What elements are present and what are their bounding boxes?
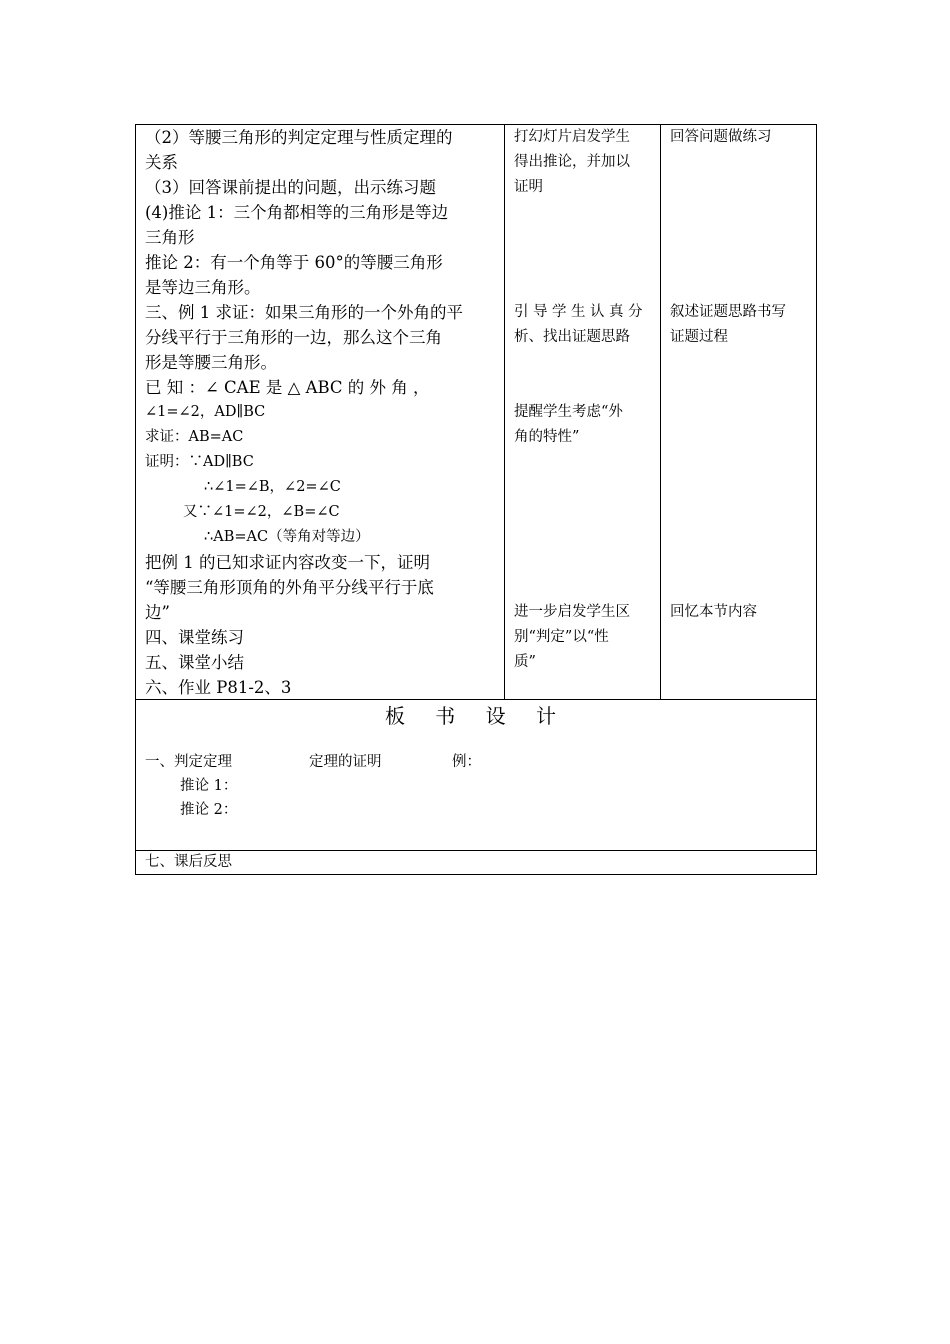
content-line: （3）回答课前提出的问题，出示练习题 bbox=[145, 178, 436, 197]
content-line: 是等边三角形。 bbox=[145, 278, 261, 297]
student-line: 叙述证题思路书写 bbox=[670, 304, 786, 320]
board-design-row bbox=[136, 700, 817, 851]
teacher-line: 证明 bbox=[514, 179, 543, 195]
content-line: ∠1=∠2，AD∥BC bbox=[145, 404, 266, 420]
student-activity-cell bbox=[661, 125, 817, 700]
board-design-title: 板 书 设 计 bbox=[384, 704, 569, 728]
teacher-line: 进一步启发学生区 bbox=[514, 604, 630, 620]
teacher-line: 质” bbox=[514, 654, 536, 670]
reflection-cell bbox=[136, 851, 817, 875]
teacher-line: 别“判定”以“性 bbox=[514, 629, 609, 645]
content-line: ∴∠1=∠B，∠2=∠C bbox=[204, 479, 341, 495]
reflection-row bbox=[136, 851, 817, 875]
content-line: 三、例 1 求证：如果三角形的一个外角的平 bbox=[145, 303, 463, 322]
content-line: 边” bbox=[145, 603, 170, 622]
content-line: 三角形 bbox=[145, 228, 195, 247]
board-item-proof: 定理的证明 bbox=[309, 754, 382, 770]
teacher-line: 角的特性” bbox=[514, 429, 580, 445]
content-line: 求证：AB=AC bbox=[145, 429, 244, 445]
teacher-line: 得出推论，并加以 bbox=[514, 154, 630, 170]
content-line: （2）等腰三角形的判定定理与性质定理的 bbox=[145, 128, 453, 147]
process-row bbox=[136, 125, 817, 700]
content-line: “等腰三角形顶角的外角平分线平行于底 bbox=[145, 578, 434, 597]
teaching-content-cell bbox=[136, 125, 505, 700]
content-line: 推论 2：有一个角等于 60°的等腰三角形 bbox=[145, 253, 443, 272]
student-line: 回忆本节内容 bbox=[670, 604, 757, 620]
teacher-activity-cell bbox=[505, 125, 661, 700]
content-line: 已 知 ：∠ CAE 是 △ ABC 的 外 角 ， bbox=[145, 378, 430, 397]
teacher-line: 引导学生认真分 bbox=[514, 304, 647, 320]
content-line: 又∵∠1=∠2，∠B=∠C bbox=[183, 504, 340, 520]
content-line: (4)推论 1：三个角都相等的三角形是等边 bbox=[145, 203, 449, 222]
content-line: 分线平行于三角形的一边，那么这个三角 bbox=[145, 328, 442, 347]
teacher-line: 打幻灯片启发学生 bbox=[514, 129, 630, 145]
student-line: 证题过程 bbox=[670, 329, 728, 345]
lesson-plan-table bbox=[135, 124, 817, 875]
content-line: 把例 1 的已知求证内容改变一下，证明 bbox=[145, 553, 430, 572]
board-item-theorem: 一、判定定理 bbox=[145, 754, 232, 770]
reflection-label: 七、课后反思 bbox=[145, 854, 232, 870]
student-line: 回答问题做练习 bbox=[670, 129, 772, 145]
content-line: 五、课堂小结 bbox=[145, 653, 244, 672]
content-line: 证明：∵AD∥BC bbox=[145, 454, 254, 470]
content-line: 形是等腰三角形。 bbox=[145, 353, 277, 372]
teacher-line: 提醒学生考虑“外 bbox=[514, 404, 623, 420]
board-corollary-2: 推论 2： bbox=[180, 802, 238, 818]
content-line: 四、课堂练习 bbox=[145, 628, 244, 647]
board-corollary-1: 推论 1： bbox=[180, 778, 238, 794]
content-line: 六、作业 P81-2、3 bbox=[145, 678, 292, 697]
content-line: ∴AB=AC（等角对等边） bbox=[204, 529, 370, 545]
content-line: 关系 bbox=[145, 153, 178, 172]
board-item-example: 例： bbox=[452, 754, 481, 770]
board-design-cell bbox=[136, 700, 817, 851]
teacher-line: 析、找出证题思路 bbox=[514, 329, 630, 345]
